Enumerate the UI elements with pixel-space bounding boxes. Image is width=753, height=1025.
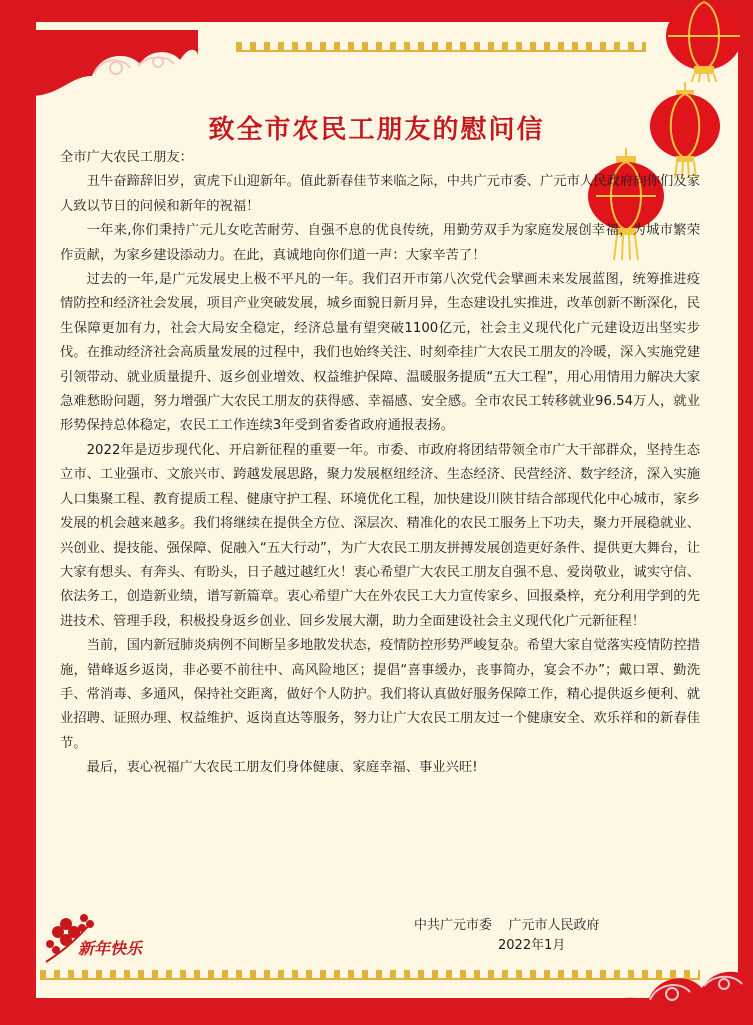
cloud-ornament-top-left [30,30,200,100]
letter-body [60,146,700,781]
paragraph: 2022年是迈步现代化、开启新征程的重要一年。市委、市政府将团结带领全市广大干部群众，坚持生态立市、工业强市、文旅兴市、跨越发展思路，聚力发展枢纽经济、生态经济、民营经济、数字经济，深入实施人口集聚工程、教育提质工程、健康守护工程、环境优化工程，加快建设川陕甘结合部现代化中心城市，家乡发展的机会越来越多。我们将继续在提供全方位、深层次、精准化的农民工服务上下功夫，聚力开展稳就业、兴创业、提技能、强保障、促融入“五大行动”，为广大农民工朋友拼搏发展创造更好条件、提供更大舞台，让大家有想头、有奔头、有盼头，日子越过越红火！衷心希望广大农民工朋友自强不息、爱岗敬业，诚实守信、依法务工，创造新业绩，谱写新篇章。衷心希望广大在外农民工大力宣传家乡、回报桑梓，充分利用学到的先进技术、管理手段，积极投身返乡创业、回乡发展大潮，助力全面建设社会主义现代化广元新征程！ [60,442,700,629]
salutation: 全市广大农民工朋友： [60,150,193,165]
greeting-art-text: 新年快乐 [78,939,143,958]
paragraph: 过去的一年,是广元发展史上极不平凡的一年。我们召开市第八次党代会擘画未来发展蓝图，统筹推进疫情防控和经济社会发展，项目产业突破发展，城乡面貌日新月异，生态建设扎实推进，改革创新不断深化，民生保障更加有力，社会大局安全稳定，经济总量有望突破1100亿元，社会主义现代化广元建设迈出坚实步伐。在推动经济社会高质量发展的过程中，我们也始终关注、时刻牵挂广大农民工朋友的冷暖，深入实施党建引领带动、就业质量提升、返乡创业增效、权益维护保障、温暖服务提质“五大工程”，用心用情用力解决大家急难愁盼问题，努力增强广大农民工朋友的获得感、幸福感、安全感。全市农民工转移就业96.54万人，就业形势保持总体稳定，农民工工作连续3年受到省委省政府通报表扬。 [60,272,700,434]
paragraph: 一年来,你们秉持广元儿女吃苦耐劳、自强不息的优良传统，用勤劳双手为家庭发展创幸福，为城市繁荣作贡献，为家乡建设添动力。在此，真诚地向你们道一声：大家辛苦了！ [60,223,700,263]
lantern-icon [664,0,744,82]
paragraph: 丑牛奋蹄辞旧岁，寅虎下山迎新年。值此新春佳节来临之际，中共广元市委、广元市人民政府向你们及家人致以节日的问候和新年的祝福！ [60,174,700,214]
paragraph: 最后，衷心祝福广大农民工朋友们身体健康、家庭幸福、事业兴旺! [86,760,478,776]
gold-fret-border-top [236,40,646,52]
signature-date: 2022年1月 [498,938,566,953]
cloud-ornament-bottom-right [590,930,753,1025]
signature-orgs: 中共广元市委 广元市人民政府 [414,918,600,933]
paragraph: 当前，国内新冠肺炎病例不间断呈多地散发状态，疫情防控形势严峻复杂。希望大家自觉落实疫情防控措施，错峰返乡返岗，非必要不前往中、高风险地区；提倡“喜事缓办，丧事简办，宴会不办”；戴口罩、勤洗手、常消毒、多通风，保持社交距离，做好个人防护。我们将认真做好服务保障工作，精心提供返乡便利、就业招聘、证照办理、权益维护、返岗直达等服务，努力让广大农民工朋友过一个健康安全、欢乐祥和的新春佳节。 [60,638,700,751]
page-title: 致全市农民工朋友的慰问信 [208,115,545,146]
